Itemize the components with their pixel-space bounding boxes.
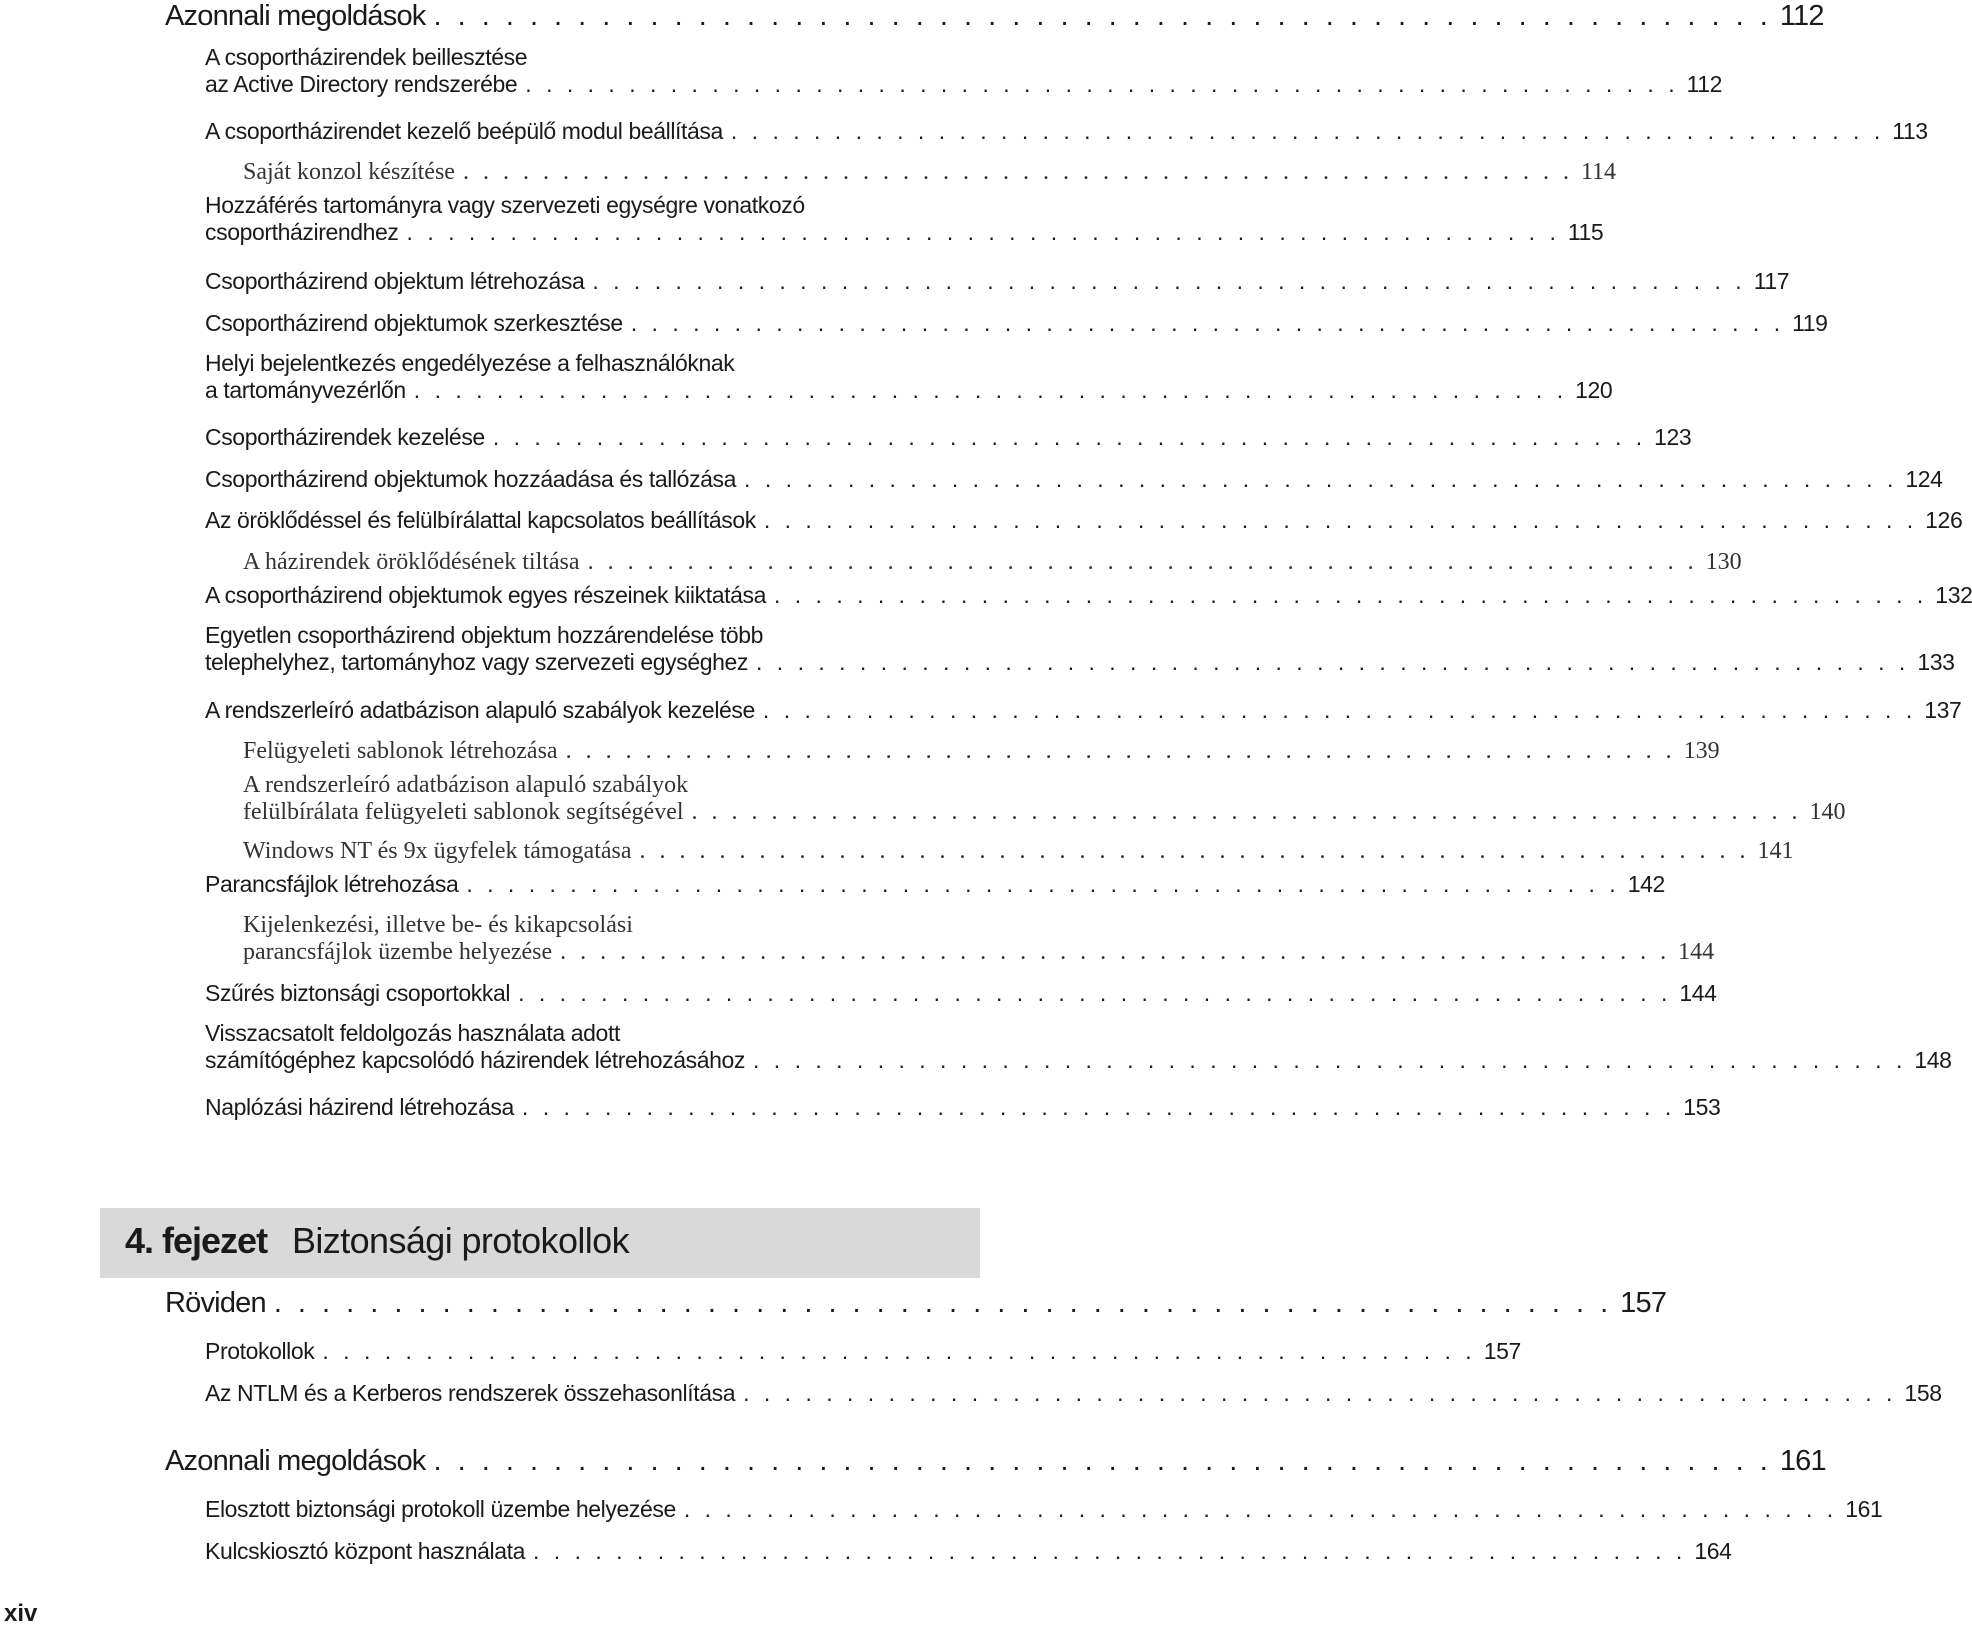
toc-entry: Naplózási házirend létrehozása . . . . . . . . . . . . . . . . . . . . . . . . . . . . . . . . . . . . . . . . . . . . . . . . . . . . . . . . 153 — [205, 1094, 1721, 1120]
dot-leader: . . . . . . . . . . . . . . . . . . . . . . . . . . . . . . . . . . . . . . . . . . . . . . . . . . . . . . . . — [521, 1094, 1676, 1120]
page-number: 157 — [1620, 1287, 1667, 1319]
toc-entry: Szűrés biztonsági csoportokkal . . . . . . . . . . . . . . . . . . . . . . . . . . . . . . . . . . . . . . . . . . . . . . . . . . . . . . . . 144 — [205, 980, 1717, 1006]
toc-entry: A csoportházirendek beillesztése az Active Directory rendszerébe . . . . . . . . . . . . . . . . . . . . . . . . . . . . . . . . . . . . . . . . . . . . . . . . . . . . . . . . 112 — [205, 44, 1723, 97]
page-number: 123 — [1654, 424, 1692, 450]
page-number: 161 — [1845, 1496, 1883, 1522]
dot-leader: . . . . . . . . . . . . . . . . . . . . . . . . . . . . . . . . . . . . . . . . . . . . . . . . . . . . . . . . — [762, 697, 1917, 723]
page-number: 124 — [1905, 466, 1943, 492]
page-number: 141 — [1757, 838, 1794, 864]
page-number: 161 — [1779, 1445, 1826, 1477]
page-folio: xiv — [4, 1600, 38, 1627]
toc-section-azonnali-megoldasok-2: Azonnali megoldások . . . . . . . . . . . . . . . . . . . . . . . . . . . . . . . . . . . . . . . . . . . . . . . . . . . . . . . . 161 — [165, 1445, 1826, 1477]
toc-entry: A rendszerleíró adatbázison alapuló szabályok kezelése . . . . . . . . . . . . . . . . . . . . . . . . . . . . . . . . . . . . . . . . . . . . . . . . . . . . . . . . 137 — [205, 697, 1962, 723]
toc-entry: Csoportházirend objektum létrehozása . . . . . . . . . . . . . . . . . . . . . . . . . . . . . . . . . . . . . . . . . . . . . . . . . . . . . . . . 117 — [205, 268, 1790, 294]
page-number: 144 — [1678, 939, 1715, 965]
chapter-title: Biztonsági protokollok — [292, 1220, 629, 1261]
page-number: 140 — [1809, 799, 1846, 825]
toc-entry: Kulcskiosztó központ használata . . . . . . . . . . . . . . . . . . . . . . . . . . . . . . . . . . . . . . . . . . . . . . . . . . . . . . . . 164 — [205, 1538, 1732, 1564]
page-number: 119 — [1792, 310, 1828, 336]
chapter-number: 4. fejezet — [125, 1220, 268, 1261]
toc-entry: Hozzáférés tartományra vagy szervezeti egységre vonatkozó csoportházirendhez . . . . . . . . . . . . . . . . . . . . . . . . . . . . . . . . . . . . . . . . . . . . . . . . . . . . . . . . 115 — [205, 192, 1604, 245]
page-number: 139 — [1683, 738, 1720, 764]
dot-leader: . . . . . . . . . . . . . . . . . . . . . . . . . . . . . . . . . . . . . . . . . . . . . . . . . . . . . . . . — [683, 1496, 1838, 1522]
dot-leader: . . . . . . . . . . . . . . . . . . . . . . . . . . . . . . . . . . . . . . . . . . . . . . . . . . . . . . . . — [744, 466, 1898, 492]
dot-leader: . . . . . . . . . . . . . . . . . . . . . . . . . . . . . . . . . . . . . . . . . . . . . . . . . . . . . . . . — [565, 738, 1676, 764]
toc-subentry: Kijelenkezési, illetve be- és kikapcsolási parancsfájlok üzembe helyezése . . . . . . . . . . . . . . . . . . . . . . . . . . . . . . . . . . . . . . . . . . . . . . . . . . . . . . . . 144 — [243, 912, 1715, 965]
page-number: 148 — [1914, 1047, 1952, 1073]
toc-entry: Helyi bejelentkezés engedélyezése a felhasználóknak a tartományvezérlőn . . . . . . . . . . . . . . . . . . . . . . . . . . . . . . . . . . . . . . . . . . . . . . . . . . . . . . . . 120 — [205, 350, 1613, 403]
dot-leader: . . . . . . . . . . . . . . . . . . . . . . . . . . . . . . . . . . . . . . . . . . . . . . . . . . . . . . . . — [525, 71, 1679, 97]
toc-entry: Csoportházirend objektumok hozzáadása és tallózása . . . . . . . . . . . . . . . . . . . . . . . . . . . . . . . . . . . . . . . . . . . . . . . . . . . . . . . . 124 — [205, 466, 1943, 492]
toc-subentry: Felügyeleti sablonok létrehozása . . . . . . . . . . . . . . . . . . . . . . . . . . . . . . . . . . . . . . . . . . . . . . . . . . . . . . . . 139 — [243, 738, 1720, 764]
dot-leader: . . . . . . . . . . . . . . . . . . . . . . . . . . . . . . . . . . . . . . . . . . . . . . . . . . . . . . . . — [743, 1380, 1897, 1406]
toc-entry: Csoportházirend objektumok szerkesztése . . . . . . . . . . . . . . . . . . . . . . . . . . . . . . . . . . . . . . . . . . . . . . . . . . . . . . . . 119 — [205, 310, 1828, 336]
dot-leader: . . . . . . . . . . . . . . . . . . . . . . . . . . . . . . . . . . . . . . . . . . . . . . . . . . . . . . . . — [691, 799, 1802, 825]
toc-subentry: Windows NT és 9x ügyfelek támogatása . . . . . . . . . . . . . . . . . . . . . . . . . . . . . . . . . . . . . . . . . . . . . . . . . . . . . . . . 141 — [243, 838, 1794, 864]
toc-section-azonnali-megoldasok: Azonnali megoldások . . . . . . . . . . . . . . . . . . . . . . . . . . . . . . . . . . . . . . . . . . . . . . . . . . . . . . . . 112 — [165, 0, 1824, 32]
page-number: 117 — [1753, 268, 1790, 294]
dot-leader: . . . . . . . . . . . . . . . . . . . . . . . . . . . . . . . . . . . . . . . . . . . . . . . . . . . . . . . . — [492, 424, 1647, 450]
page-number: 130 — [1705, 549, 1742, 575]
toc-entry: Visszacsatolt feldolgozás használata adott számítógéphez kapcsolódó házirendek létrehozásához . . . . . . . . . . . . . . . . . . . . . . . . . . . . . . . . . . . . . . . . . . . . . . . . . . . . . . . . 148 — [205, 1020, 1952, 1073]
page-number: 142 — [1627, 871, 1665, 897]
toc-entry: Protokollok . . . . . . . . . . . . . . . . . . . . . . . . . . . . . . . . . . . . . . . . . . . . . . . . . . . . . . . . 157 — [205, 1338, 1521, 1364]
page-number: 133 — [1917, 649, 1955, 675]
toc-entry: A csoportházirend objektumok egyes részeinek kiiktatása . . . . . . . . . . . . . . . . . . . . . . . . . . . . . . . . . . . . . . . . . . . . . . . . . . . . . . . . 132 — [205, 582, 1972, 608]
page-number: 157 — [1483, 1338, 1521, 1364]
page-number: 137 — [1924, 697, 1962, 723]
dot-leader: . . . . . . . . . . . . . . . . . . . . . . . . . . . . . . . . . . . . . . . . . . . . . . . . . . . . . . . . — [533, 1538, 1687, 1564]
dot-leader: . . . . . . . . . . . . . . . . . . . . . . . . . . . . . . . . . . . . . . . . . . . . . . . . . . . . . . . . — [406, 219, 1560, 245]
toc-entry: Egyetlen csoportházirend objektum hozzárendelése több telephelyhez, tartományhoz vagy szervezeti egységhez . . . . . . . . . . . . . . . . . . . . . . . . . . . . . . . . . . . . . . . . . . . . . . . . . . . . . . . . 133 — [205, 622, 1955, 675]
dot-leader: . . . . . . . . . . . . . . . . . . . . . . . . . . . . . . . . . . . . . . . . . . . . . . . . . . . . . . . . — [433, 1445, 1772, 1477]
toc-entry: Parancsfájlok létrehozása . . . . . . . . . . . . . . . . . . . . . . . . . . . . . . . . . . . . . . . . . . . . . . . . . . . . . . . . 142 — [205, 871, 1665, 897]
page-number: 132 — [1935, 582, 1972, 608]
page-number: 112 — [1686, 71, 1723, 97]
toc-entry: Elosztott biztonsági protokoll üzembe helyezése . . . . . . . . . . . . . . . . . . . . . . . . . . . . . . . . . . . . . . . . . . . . . . . . . . . . . . . . 161 — [205, 1496, 1883, 1522]
page-number: 113 — [1892, 118, 1928, 144]
dot-leader: . . . . . . . . . . . . . . . . . . . . . . . . . . . . . . . . . . . . . . . . . . . . . . . . . . . . . . . . — [587, 549, 1698, 575]
dot-leader: . . . . . . . . . . . . . . . . . . . . . . . . . . . . . . . . . . . . . . . . . . . . . . . . . . . . . . . . — [630, 310, 1785, 336]
toc-subentry: A rendszerleíró adatbázison alapuló szabályok felülbírálata felügyeleti sablonok segítségével . . . . . . . . . . . . . . . . . . . . . . . . . . . . . . . . . . . . . . . . . . . . . . . . . . . . . . . . 140 — [243, 772, 1846, 825]
dot-leader: . . . . . . . . . . . . . . . . . . . . . . . . . . . . . . . . . . . . . . . . . . . . . . . . . . . . . . . . — [462, 159, 1573, 185]
dot-leader: . . . . . . . . . . . . . . . . . . . . . . . . . . . . . . . . . . . . . . . . . . . . . . . . . . . . . . . . — [763, 507, 1918, 533]
page-number: 158 — [1904, 1380, 1942, 1406]
page-number: 112 — [1779, 0, 1824, 32]
page-number: 144 — [1679, 980, 1717, 1006]
page-number: 126 — [1925, 507, 1963, 533]
dot-leader: . . . . . . . . . . . . . . . . . . . . . . . . . . . . . . . . . . . . . . . . . . . . . . . . . . . . . . . . — [753, 1047, 1907, 1073]
dot-leader: . . . . . . . . . . . . . . . . . . . . . . . . . . . . . . . . . . . . . . . . . . . . . . . . . . . . . . . . — [466, 871, 1620, 897]
dot-leader: . . . . . . . . . . . . . . . . . . . . . . . . . . . . . . . . . . . . . . . . . . . . . . . . . . . . . . . . — [273, 1287, 1613, 1319]
dot-leader: . . . . . . . . . . . . . . . . . . . . . . . . . . . . . . . . . . . . . . . . . . . . . . . . . . . . . . . . — [730, 118, 1885, 144]
dot-leader: . . . . . . . . . . . . . . . . . . . . . . . . . . . . . . . . . . . . . . . . . . . . . . . . . . . . . . . . — [322, 1338, 1476, 1364]
dot-leader: . . . . . . . . . . . . . . . . . . . . . . . . . . . . . . . . . . . . . . . . . . . . . . . . . . . . . . . . — [433, 0, 1772, 32]
dot-leader: . . . . . . . . . . . . . . . . . . . . . . . . . . . . . . . . . . . . . . . . . . . . . . . . . . . . . . . . — [592, 268, 1746, 294]
dot-leader: . . . . . . . . . . . . . . . . . . . . . . . . . . . . . . . . . . . . . . . . . . . . . . . . . . . . . . . . — [639, 838, 1750, 864]
dot-leader: . . . . . . . . . . . . . . . . . . . . . . . . . . . . . . . . . . . . . . . . . . . . . . . . . . . . . . . . — [773, 582, 1928, 608]
toc-subentry: Saját konzol készítése . . . . . . . . . . . . . . . . . . . . . . . . . . . . . . . . . . . . . . . . . . . . . . . . . . . . . . . . 114 — [243, 159, 1617, 185]
page-number: 164 — [1694, 1538, 1732, 1564]
page-number: 114 — [1580, 159, 1617, 185]
page-number: 153 — [1683, 1094, 1721, 1120]
toc-subentry: A házirendek öröklődésének tiltása . . . . . . . . . . . . . . . . . . . . . . . . . . . . . . . . . . . . . . . . . . . . . . . . . . . . . . . . 130 — [243, 549, 1742, 575]
toc-entry: Az öröklődéssel és felülbírálattal kapcsolatos beállítások . . . . . . . . . . . . . . . . . . . . . . . . . . . . . . . . . . . . . . . . . . . . . . . . . . . . . . . . 126 — [205, 507, 1963, 533]
dot-leader: . . . . . . . . . . . . . . . . . . . . . . . . . . . . . . . . . . . . . . . . . . . . . . . . . . . . . . . . — [756, 649, 1910, 675]
toc-entry: Csoportházirendek kezelése . . . . . . . . . . . . . . . . . . . . . . . . . . . . . . . . . . . . . . . . . . . . . . . . . . . . . . . . 123 — [205, 424, 1692, 450]
dot-leader: . . . . . . . . . . . . . . . . . . . . . . . . . . . . . . . . . . . . . . . . . . . . . . . . . . . . . . . . — [560, 939, 1671, 965]
toc-entry: Az NTLM és a Kerberos rendszerek összehasonlítása . . . . . . . . . . . . . . . . . . . . . . . . . . . . . . . . . . . . . . . . . . . . . . . . . . . . . . . . 158 — [205, 1380, 1942, 1406]
dot-leader: . . . . . . . . . . . . . . . . . . . . . . . . . . . . . . . . . . . . . . . . . . . . . . . . . . . . . . . . — [413, 377, 1568, 403]
page-number: 120 — [1575, 377, 1613, 403]
dot-leader: . . . . . . . . . . . . . . . . . . . . . . . . . . . . . . . . . . . . . . . . . . . . . . . . . . . . . . . . — [518, 980, 1672, 1006]
toc-entry: A csoportházirendet kezelő beépülő modul beállítása . . . . . . . . . . . . . . . . . . . . . . . . . . . . . . . . . . . . . . . . . . . . . . . . . . . . . . . . 113 — [205, 118, 1928, 144]
toc-section-roviden: Röviden . . . . . . . . . . . . . . . . . . . . . . . . . . . . . . . . . . . . . . . . . . . . . . . . . . . . . . . . 157 — [165, 1287, 1667, 1319]
page-number: 115 — [1567, 219, 1604, 245]
